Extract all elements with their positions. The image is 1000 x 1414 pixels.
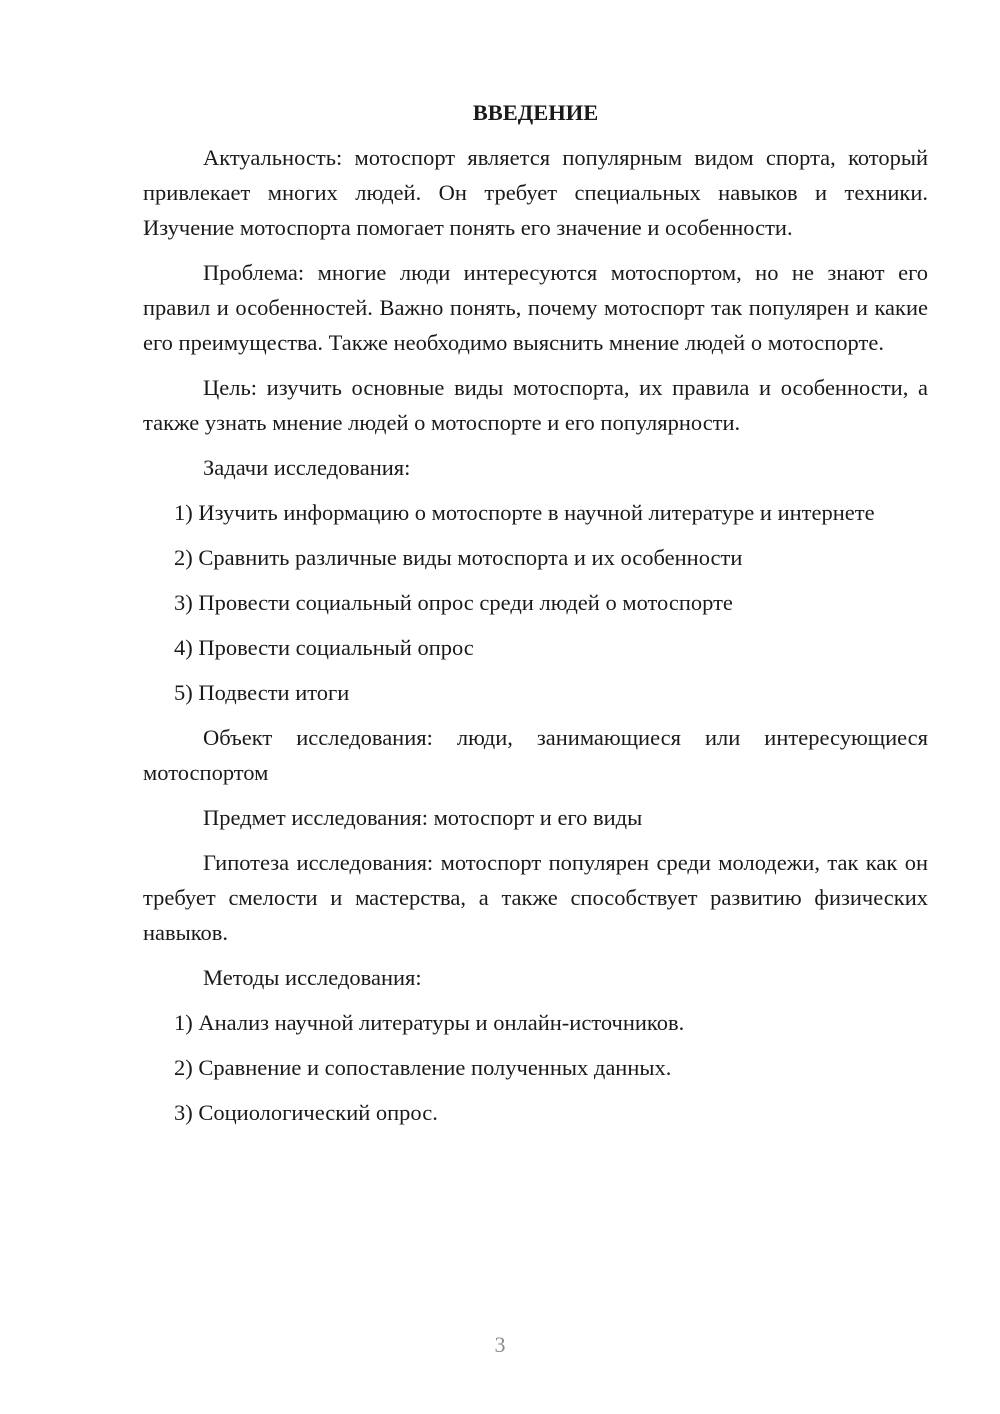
section-title: ВВЕДЕНИЕ <box>472 100 599 125</box>
subject-paragraph: Предмет исследования: мотоспорт и его виды <box>203 805 643 830</box>
page-number: 3 <box>494 1332 506 1357</box>
tasks-heading: Задачи исследования: <box>203 455 411 480</box>
goal-paragraph: Цель: изучить основные виды мотоспорта, их правила и особенности, а также узнать мнение людей о мотоспорте и его популярности. <box>143 375 928 435</box>
method-item: 3) Социологический опрос. <box>174 1100 438 1125</box>
task-item: 3) Провести социальный опрос среди людей о мотоспорте <box>174 590 733 615</box>
hypothesis-paragraph: Гипотеза исследования: мотоспорт популярен среди молодежи, так как он требует смелости и мастерства, а также способствует развитию физических навыков. <box>143 850 928 945</box>
object-paragraph: Объект исследования: люди, занимающиеся или интересующиеся мотоспортом <box>143 725 928 785</box>
problem-paragraph: Проблема: многие люди интересуются мотоспортом, но не знают его правил и особенностей. Важно понять, почему мотоспорт так популярен и какие его преимущества. Также необходимо выяснить мнение людей о мотоспорте. <box>143 260 928 355</box>
document-page <box>143 95 928 1140</box>
task-item: 5) Подвести итоги <box>174 680 350 705</box>
methods-heading: Методы исследования: <box>203 965 422 990</box>
relevance-paragraph: Актуальность: мотоспорт является популярным видом спорта, который привлекает многих людей. Он требует специальных навыков и техники. Изучение мотоспорта помогает понять его значение и особенности. <box>143 145 928 240</box>
method-item: 1) Анализ научной литературы и онлайн-источников. <box>174 1010 685 1035</box>
task-item: 1) Изучить информацию о мотоспорте в научной литературе и интернете <box>174 500 875 525</box>
task-item: 2) Сравнить различные виды мотоспорта и их особенности <box>174 545 743 570</box>
task-item: 4) Провести социальный опрос <box>174 635 474 660</box>
method-item: 2) Сравнение и сопоставление полученных данных. <box>174 1055 672 1080</box>
